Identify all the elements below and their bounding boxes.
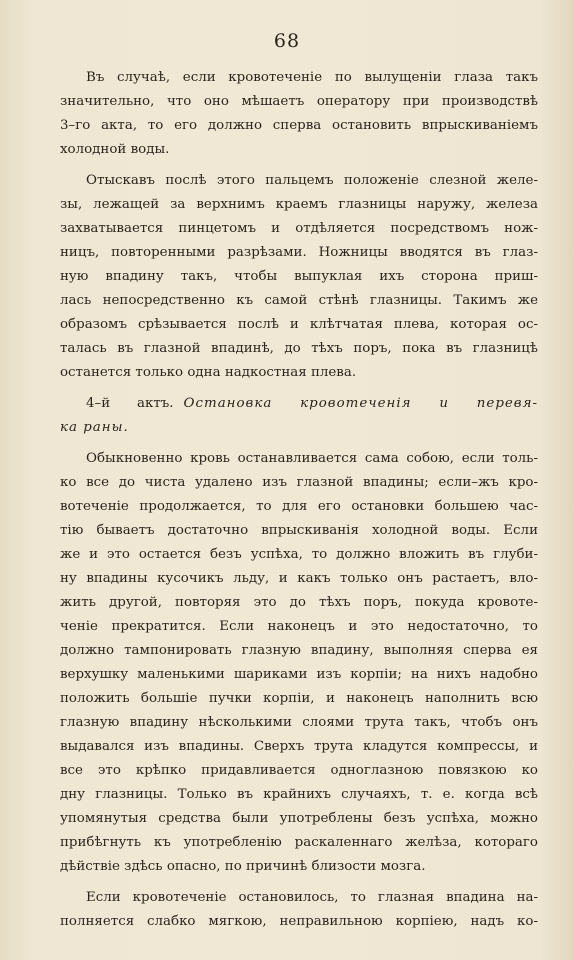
- text-line: холодной воды.: [60, 142, 170, 157]
- text-line: дну глазницы. Только въ крайнихъ случаяхъ, т. е. когда всѣ: [60, 787, 538, 802]
- text-line: лась непосредственно къ самой стѣнѣ глазницы. Такимъ же: [60, 293, 538, 308]
- text-line: ко все до чиста удалено изъ глазной впадины; если–жъ кро-: [60, 475, 538, 490]
- text-line: ну впадины кусочикъ льду, и какъ только онъ растаетъ, вло-: [60, 571, 538, 586]
- text-line: должно тампонировать глазную впадину, выполняя сперва ея: [60, 643, 538, 658]
- text-line: прибѣгнуть къ употребленію раскаленнаго желѣза, котораго: [60, 835, 538, 850]
- text-line: дѣйствіе здѣсь опасно, по причинѣ близости мозга.: [60, 859, 426, 874]
- text-line: останется только одна надкостная плева.: [60, 365, 357, 380]
- paragraph-4: [60, 886, 538, 934]
- text-line: жить другой, повторяя это до тѣхъ поръ, покуда кровоте-: [60, 595, 538, 610]
- text-line: значительно, что оно мѣшаетъ оператору при производствѣ: [60, 94, 538, 109]
- text-line: захватывается пинцетомъ и отдѣляется посредствомъ нож-: [60, 221, 538, 236]
- paragraph-2: [60, 169, 538, 385]
- text-line: ницъ, повторенными разрѣзами. Ножницы вводятся въ глаз-: [60, 245, 538, 260]
- section-heading: [60, 392, 538, 440]
- text-line: зы, лежащей за верхнимъ краемъ глазницы наружу, железа: [60, 197, 538, 212]
- heading-title: Остановка кровотеченія и перевя-: [183, 396, 538, 411]
- text-line: ную впадину такъ, чтобы выпуклая ихъ сторона приш-: [60, 269, 538, 284]
- text-line: полняется слабко мягкою, неправильною корпіею, надъ ко-: [60, 914, 538, 929]
- text-line: Если кровотеченіе остановилось, то глазная впадина на-: [86, 890, 538, 905]
- text-line: Въ случаѣ, если кровотеченіе по вылущеніи глаза такъ: [86, 70, 538, 85]
- text-line: Обыкновенно кровь останавливается сама собою, если толь-: [86, 451, 538, 466]
- text-line: талась въ глазной впадинѣ, до тѣхъ поръ, пока въ глазницѣ: [60, 341, 538, 356]
- paragraph-1: [60, 66, 538, 162]
- body-text: [60, 66, 538, 934]
- text-line: упомянутыя средства были употреблены безъ успѣха, можно: [60, 811, 538, 826]
- text-line: 3–го акта, то его должно сперва остановить впрыскиваніемъ: [60, 118, 538, 133]
- text-line: образомъ срѣзывается послѣ и клѣтчатая плева, которая ос-: [60, 317, 538, 332]
- paragraph-3: [60, 447, 538, 879]
- text-line: ченіе прекратится. Если наконецъ и это недостаточно, то: [60, 619, 538, 634]
- text-line: выдавался изъ впадины. Сверхъ трута кладутся компрессы, и: [60, 739, 538, 754]
- text-line: глазную впадину нѣсколькими слоями трута такъ, чтобъ онъ: [60, 715, 538, 730]
- act-label: 4–й актъ.: [86, 396, 174, 411]
- text-line: же и это остается безъ успѣха, то должно вложить въ глуби-: [60, 547, 538, 562]
- text-line: вотеченіе продолжается, то для его остановки большею час-: [60, 499, 538, 514]
- heading-line: ка раны.: [60, 420, 129, 435]
- text-line: верхушку маленькими шариками изъ корпіи; на нихъ надобно: [60, 667, 538, 682]
- text-line: Отыскавъ послѣ этого пальцемъ положеніе слезной желе-: [86, 173, 538, 188]
- text-line: тію бываетъ достаточно впрыскиванія холодной воды. Если: [60, 523, 538, 538]
- text-line: все это крѣпко придавливается одноглазною повязкою ко: [60, 763, 538, 778]
- page-number: 68: [273, 30, 301, 52]
- text-line: положить большіе пучки корпіи, и наконецъ наполнить всю: [60, 691, 538, 706]
- heading-line: [60, 392, 538, 416]
